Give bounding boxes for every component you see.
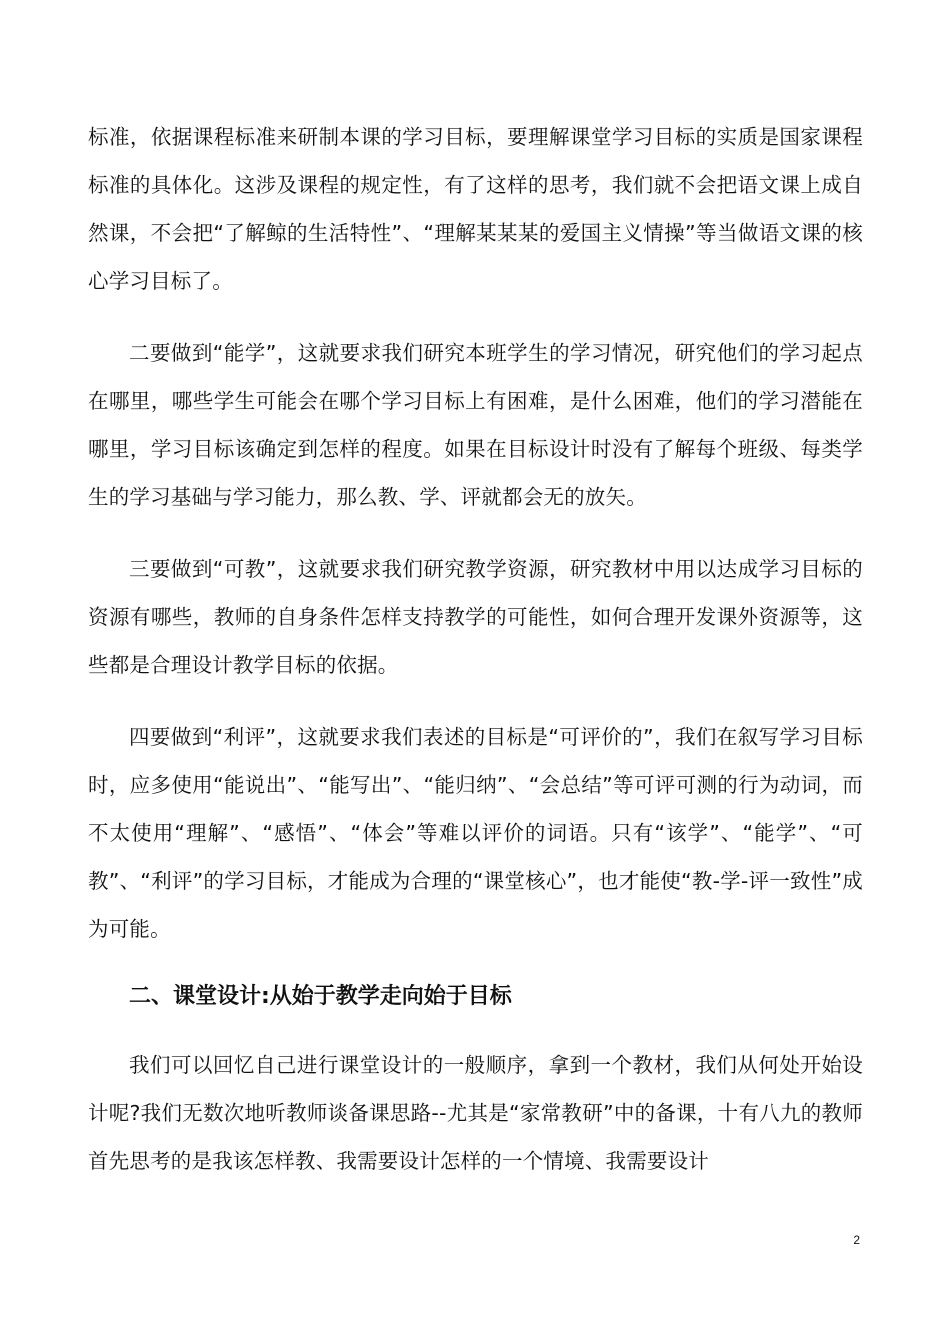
paragraph-neng-xue: 二要做到“能学”，这就要求我们研究本班学生的学习情况，研究他们的学习起点在哪里，哪些学生可能会在哪个学习目标上有困难，是什么困难，他们的学习潜能在哪里，学习目标该确定到怎样的程度。如果在目标设计时没有了解每个班级、每类学生的学习基础与学习能力，那么教、学、评就都会无的放矢。	[88, 341, 863, 509]
page-number: 2	[853, 1233, 860, 1247]
paragraph-classroom-design: 我们可以回忆自己进行课堂设计的一般顺序，拿到一个教材，我们从何处开始设计呢?我们无数次地听教师谈备课思路--尤其是“家常教研”中的备课，十有八九的教师首先思考的是我该怎样教、我需要设计怎样的一个情境、我需要设计	[88, 1053, 863, 1173]
paragraph-li-ping: 四要做到“利评”，这就要求我们表述的目标是“可评价的”，我们在叙写学习目标时，应多使用“能说出”、“能写出”、“能归纳”、“会总结”等可评可测的行为动词，而不太使用“理解”、“感悟”、“体会”等难以评价的词语。只有“该学”、“能学”、“可教”、“利评”的学习目标，才能成为合理的“课堂核心”，也才能使“教-学-评一致性”成为可能。	[88, 725, 863, 941]
paragraph-continued: 标准，依据课程标准来研制本课的学习目标，要理解课堂学习目标的实质是国家课程标准的具体化。这涉及课程的规定性，有了这样的思考，我们就不会把语文课上成自然课，不会把“了解鲸的生活特性”、“理解某某某的爱国主义情操”等当做语文课的核心学习目标了。	[88, 125, 863, 293]
section-heading: 二、课堂设计:从始于教学走向始于目标	[129, 984, 512, 1009]
document-body	[88, 113, 863, 1185]
paragraph-ke-jiao: 三要做到“可教”，这就要求我们研究教学资源，研究教材中用以达成学习目标的资源有哪些，教师的自身条件怎样支持教学的可能性，如何合理开发课外资源等，这些都是合理设计教学目标的依据。	[88, 557, 863, 677]
